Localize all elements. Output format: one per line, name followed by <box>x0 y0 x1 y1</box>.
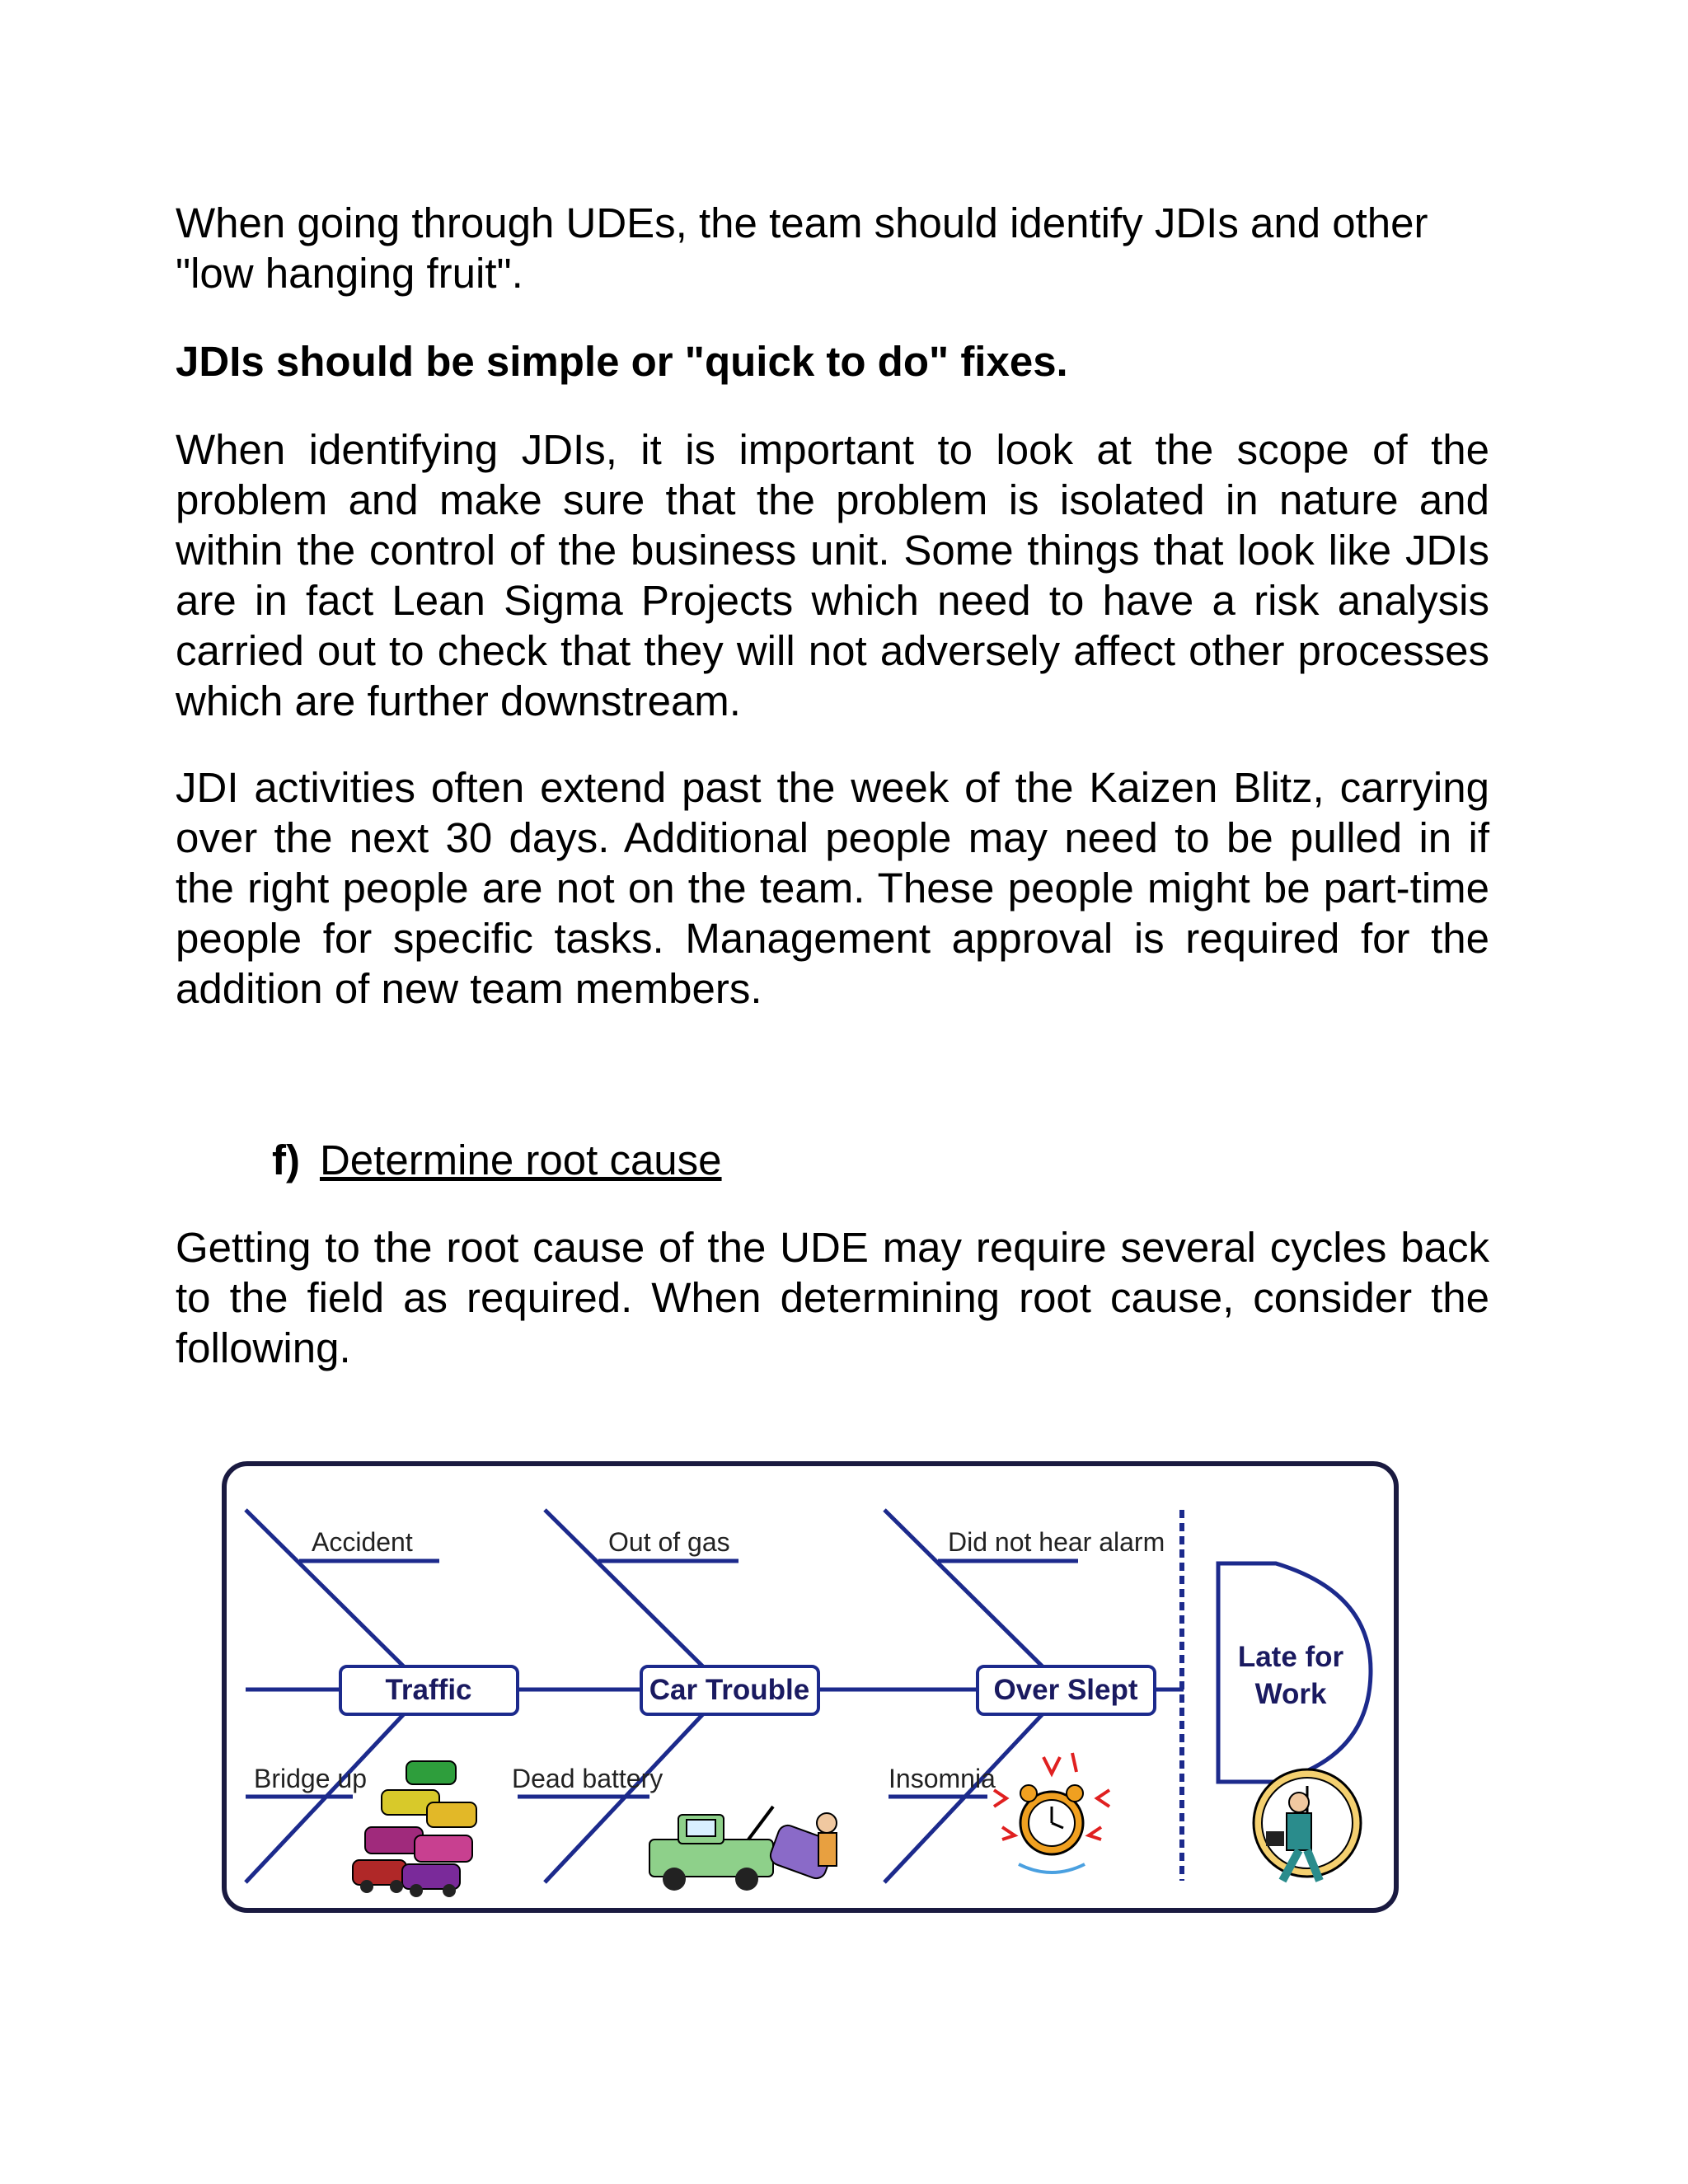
cause-label-did-not-hear-alarm: Did not hear alarm <box>948 1527 1165 1557</box>
cause-label-insomnia: Insomnia <box>889 1764 996 1793</box>
section-number: f) <box>272 1137 300 1183</box>
paragraph-jdi-definition: JDIs should be simple or "quick to do" fixes. <box>176 338 1068 385</box>
effect-label-line1: Late for <box>1237 1641 1344 1673</box>
cause-label-out-of-gas: Out of gas <box>608 1527 730 1557</box>
paragraph-root-cause: Getting to the root cause of the UDE may require several cycles back to the field as required. When determining root cause, consider the following. <box>176 1224 1489 1371</box>
paragraph-jdi-scope: When identifying JDIs, it is important to look at the scope of the problem and make sure that the problem is isolated in nature and within the control of the business unit. Some things that look like JDIs are in fact Lean Sigma Projects which need to have a risk analysis carried out to check that they will not adversely affect other processes which are further downstream. <box>176 426 1489 724</box>
cause-label-car-trouble: Car Trouble <box>649 1674 810 1706</box>
fishbone-diagram <box>221 1460 1400 1914</box>
effect-label-line2: Work <box>1254 1678 1327 1710</box>
paragraph-jdi-activities: JDI activities often extend past the week of the Kaizen Blitz, carrying over the next 30 days. Additional people may need to be pulled in if the right people are not on the team. These people might be part-time people for specific tasks. Management approval is required for the addition of new team members. <box>176 764 1489 1012</box>
cause-label-accident: Accident <box>312 1527 413 1557</box>
cause-label-bridge-up: Bridge up <box>254 1764 367 1793</box>
paragraph-low-hanging-fruit: When going through UDEs, the team should identify JDIs and other "low hanging fruit". <box>176 199 1428 297</box>
cause-label-dead-battery: Dead battery <box>512 1764 663 1793</box>
section-heading <box>272 1135 722 1185</box>
cause-label-traffic: Traffic <box>385 1674 472 1706</box>
cause-label-over-slept: Over Slept <box>993 1674 1138 1706</box>
section-title: Determine root cause <box>319 1137 722 1183</box>
